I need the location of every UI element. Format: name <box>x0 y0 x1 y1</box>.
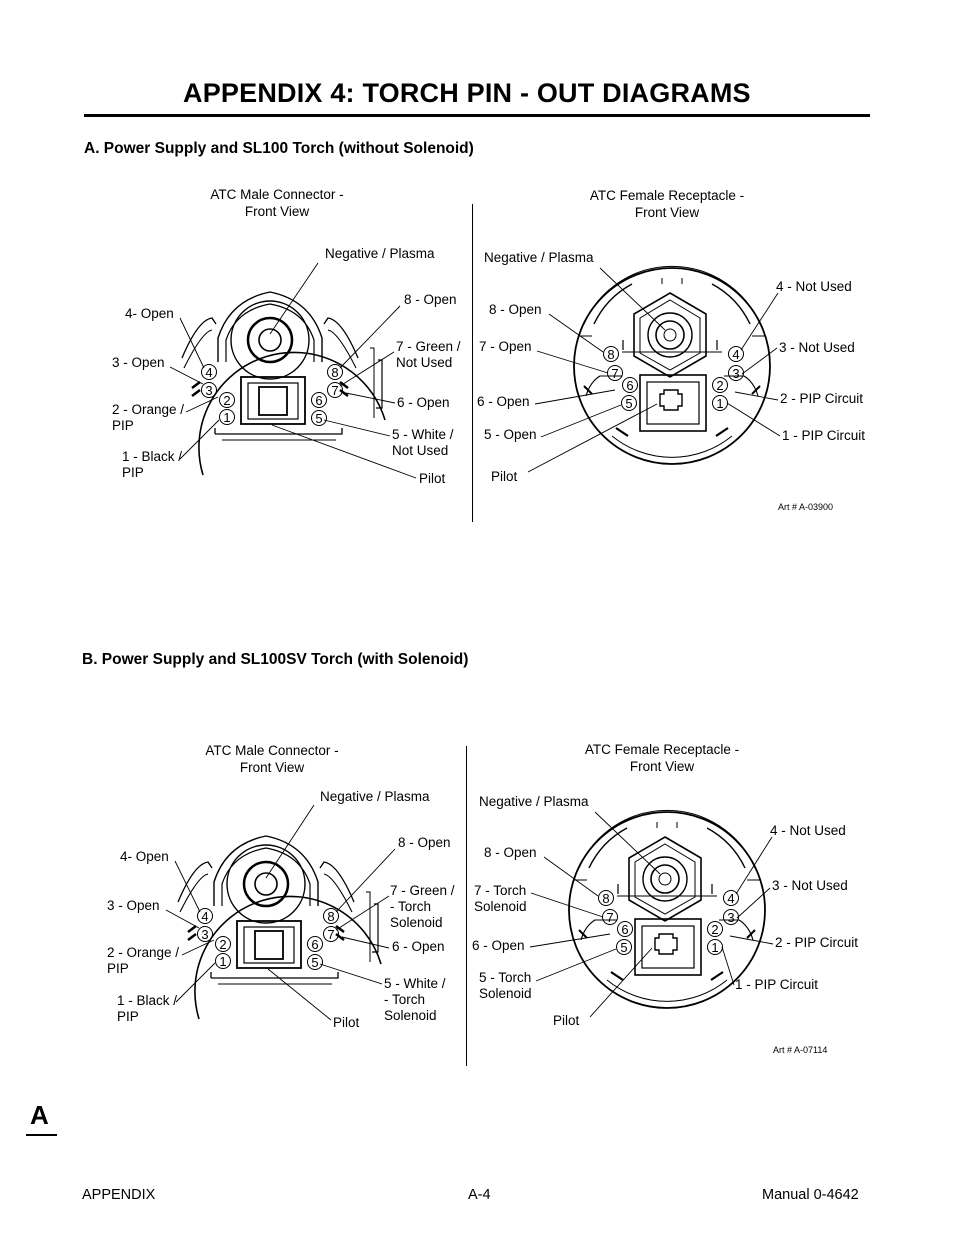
b-male-pin-5: 5 <box>311 955 319 970</box>
b-male-leader-lines <box>166 805 395 1020</box>
b-female-pin2-label: 2 - PIP Circuit <box>775 935 859 950</box>
footer-page-number: A-4 <box>468 1187 491 1203</box>
b-male-negative-label: Negative / Plasma <box>320 789 430 804</box>
appendix-tab-letter: A <box>30 1100 49 1130</box>
a-male-pin3-label: 3 - Open <box>112 355 165 370</box>
section-b-male-caption: ATC Male Connector - Front View <box>205 743 339 775</box>
a-male-pin4-label: 4- Open <box>125 306 174 321</box>
a-female-receptacle-drawing <box>574 266 770 464</box>
a-female-negative-label: Negative / Plasma <box>484 250 594 265</box>
b-male-pin-numbers <box>201 909 334 970</box>
a-female-pin-3: 3 <box>732 366 740 381</box>
a-male-pin-6: 6 <box>315 393 323 408</box>
a-male-pin-3: 3 <box>205 383 213 398</box>
b-male-pin-7: 7 <box>327 927 335 942</box>
a-male-pin7-label: 7 - Green / Not Used <box>396 339 461 370</box>
a-female-pin6-label: 6 - Open <box>477 394 530 409</box>
b-female-pin-7: 7 <box>606 910 614 925</box>
b-female-pin8-label: 8 - Open <box>484 845 537 860</box>
b-female-pin-1: 1 <box>711 940 719 955</box>
b-male-pin4-label: 4- Open <box>120 849 169 864</box>
a-male-pin6-label: 6 - Open <box>397 395 450 410</box>
a-art-number: Art # A-03900 <box>778 502 834 512</box>
b-female-pin1-label: 1 - PIP Circuit <box>735 977 819 992</box>
b-male-pin-1: 1 <box>219 954 227 969</box>
a-male-pin-7: 7 <box>331 383 339 398</box>
a-male-pin2-label: 2 - Orange / PIP <box>112 402 185 433</box>
a-female-pin-6: 6 <box>626 378 634 393</box>
a-female-pin-7: 7 <box>611 366 619 381</box>
b-male-pin-3: 3 <box>201 927 209 942</box>
a-female-pin7-label: 7 - Open <box>479 339 532 354</box>
b-male-pin7-label: 7 - Green / - Torch Solenoid <box>390 883 455 930</box>
footer-manual-number: Manual 0-4642 <box>762 1187 859 1203</box>
a-male-pin-numbers <box>205 365 338 426</box>
a-male-pin-2: 2 <box>223 393 231 408</box>
a-female-pin3-label: 3 - Not Used <box>779 340 855 355</box>
b-female-pin-5: 5 <box>620 940 628 955</box>
b-art-number: Art # A-07114 <box>773 1045 828 1055</box>
a-female-pin-8: 8 <box>607 347 615 362</box>
a-female-pin8-label: 8 - Open <box>489 302 542 317</box>
b-male-pin-6: 6 <box>311 937 319 952</box>
a-male-pilot-label: Pilot <box>419 471 446 486</box>
a-female-pin4-label: 4 - Not Used <box>776 279 852 294</box>
b-male-pin8-label: 8 - Open <box>398 835 451 850</box>
a-male-pin-5: 5 <box>315 411 323 426</box>
a-male-pin-4: 4 <box>205 365 213 380</box>
b-male-pin3-label: 3 - Open <box>107 898 160 913</box>
a-female-pin1-label: 1 - PIP Circuit <box>782 428 866 443</box>
a-male-pin-8: 8 <box>331 365 339 380</box>
b-male-pin-4: 4 <box>201 909 209 924</box>
a-male-pin8-label: 8 - Open <box>404 292 457 307</box>
a-female-pin-1: 1 <box>716 396 724 411</box>
a-female-pin-5: 5 <box>625 396 633 411</box>
b-female-pin-2: 2 <box>711 922 719 937</box>
b-female-pin4-label: 4 - Not Used <box>770 823 846 838</box>
b-female-pin-3: 3 <box>727 910 735 925</box>
b-female-pin7-label: 7 - Torch Solenoid <box>474 883 527 914</box>
page-title: APPENDIX 4: TORCH PIN - OUT DIAGRAMS <box>183 78 751 108</box>
a-male-pin1-label: 1 - Black / PIP <box>122 449 183 480</box>
b-female-pin-6: 6 <box>621 922 629 937</box>
section-b-heading: B. Power Supply and SL100SV Torch (with Solenoid) <box>82 651 469 668</box>
section-a-male-caption: ATC Male Connector - Front View <box>210 187 344 219</box>
b-female-pilot-label: Pilot <box>553 1013 580 1028</box>
b-female-pin6-label: 6 - Open <box>472 938 525 953</box>
b-male-pin2-label: 2 - Orange / PIP <box>107 945 180 976</box>
b-female-pin-4: 4 <box>727 891 735 906</box>
footer-left: APPENDIX <box>82 1187 156 1203</box>
a-female-pin-4: 4 <box>732 347 740 362</box>
a-female-pin5-label: 5 - Open <box>484 427 537 442</box>
b-male-pin1-label: 1 - Black / PIP <box>117 993 178 1024</box>
b-female-negative-label: Negative / Plasma <box>479 794 589 809</box>
a-male-pin5-label: 5 - White / Not Used <box>392 427 454 458</box>
a-female-pin2-label: 2 - PIP Circuit <box>780 391 864 406</box>
b-female-pin-8: 8 <box>602 891 610 906</box>
section-a-heading: A. Power Supply and SL100 Torch (without Solenoid) <box>84 140 474 157</box>
b-female-receptacle-drawing <box>569 810 765 1008</box>
b-male-pilot-label: Pilot <box>333 1015 360 1030</box>
b-female-leader-lines <box>530 812 773 1017</box>
appendix-tab-rule <box>26 1134 57 1136</box>
b-female-pin3-label: 3 - Not Used <box>772 878 848 893</box>
a-female-pin-2: 2 <box>716 378 724 393</box>
section-b-female-caption: ATC Female Receptacle - Front View <box>584 742 740 774</box>
b-female-pin5-label: 5 - Torch Solenoid <box>479 970 532 1001</box>
a-male-negative-label: Negative / Plasma <box>325 246 435 261</box>
b-male-pin-2: 2 <box>219 937 227 952</box>
b-male-pin6-label: 6 - Open <box>392 939 445 954</box>
a-female-pilot-label: Pilot <box>491 469 518 484</box>
a-male-pin-1: 1 <box>223 410 231 425</box>
b-male-pin5-label: 5 - White / - Torch Solenoid <box>384 976 446 1023</box>
b-male-pin-8: 8 <box>327 909 335 924</box>
section-a-female-caption: ATC Female Receptacle - Front View <box>589 188 745 220</box>
